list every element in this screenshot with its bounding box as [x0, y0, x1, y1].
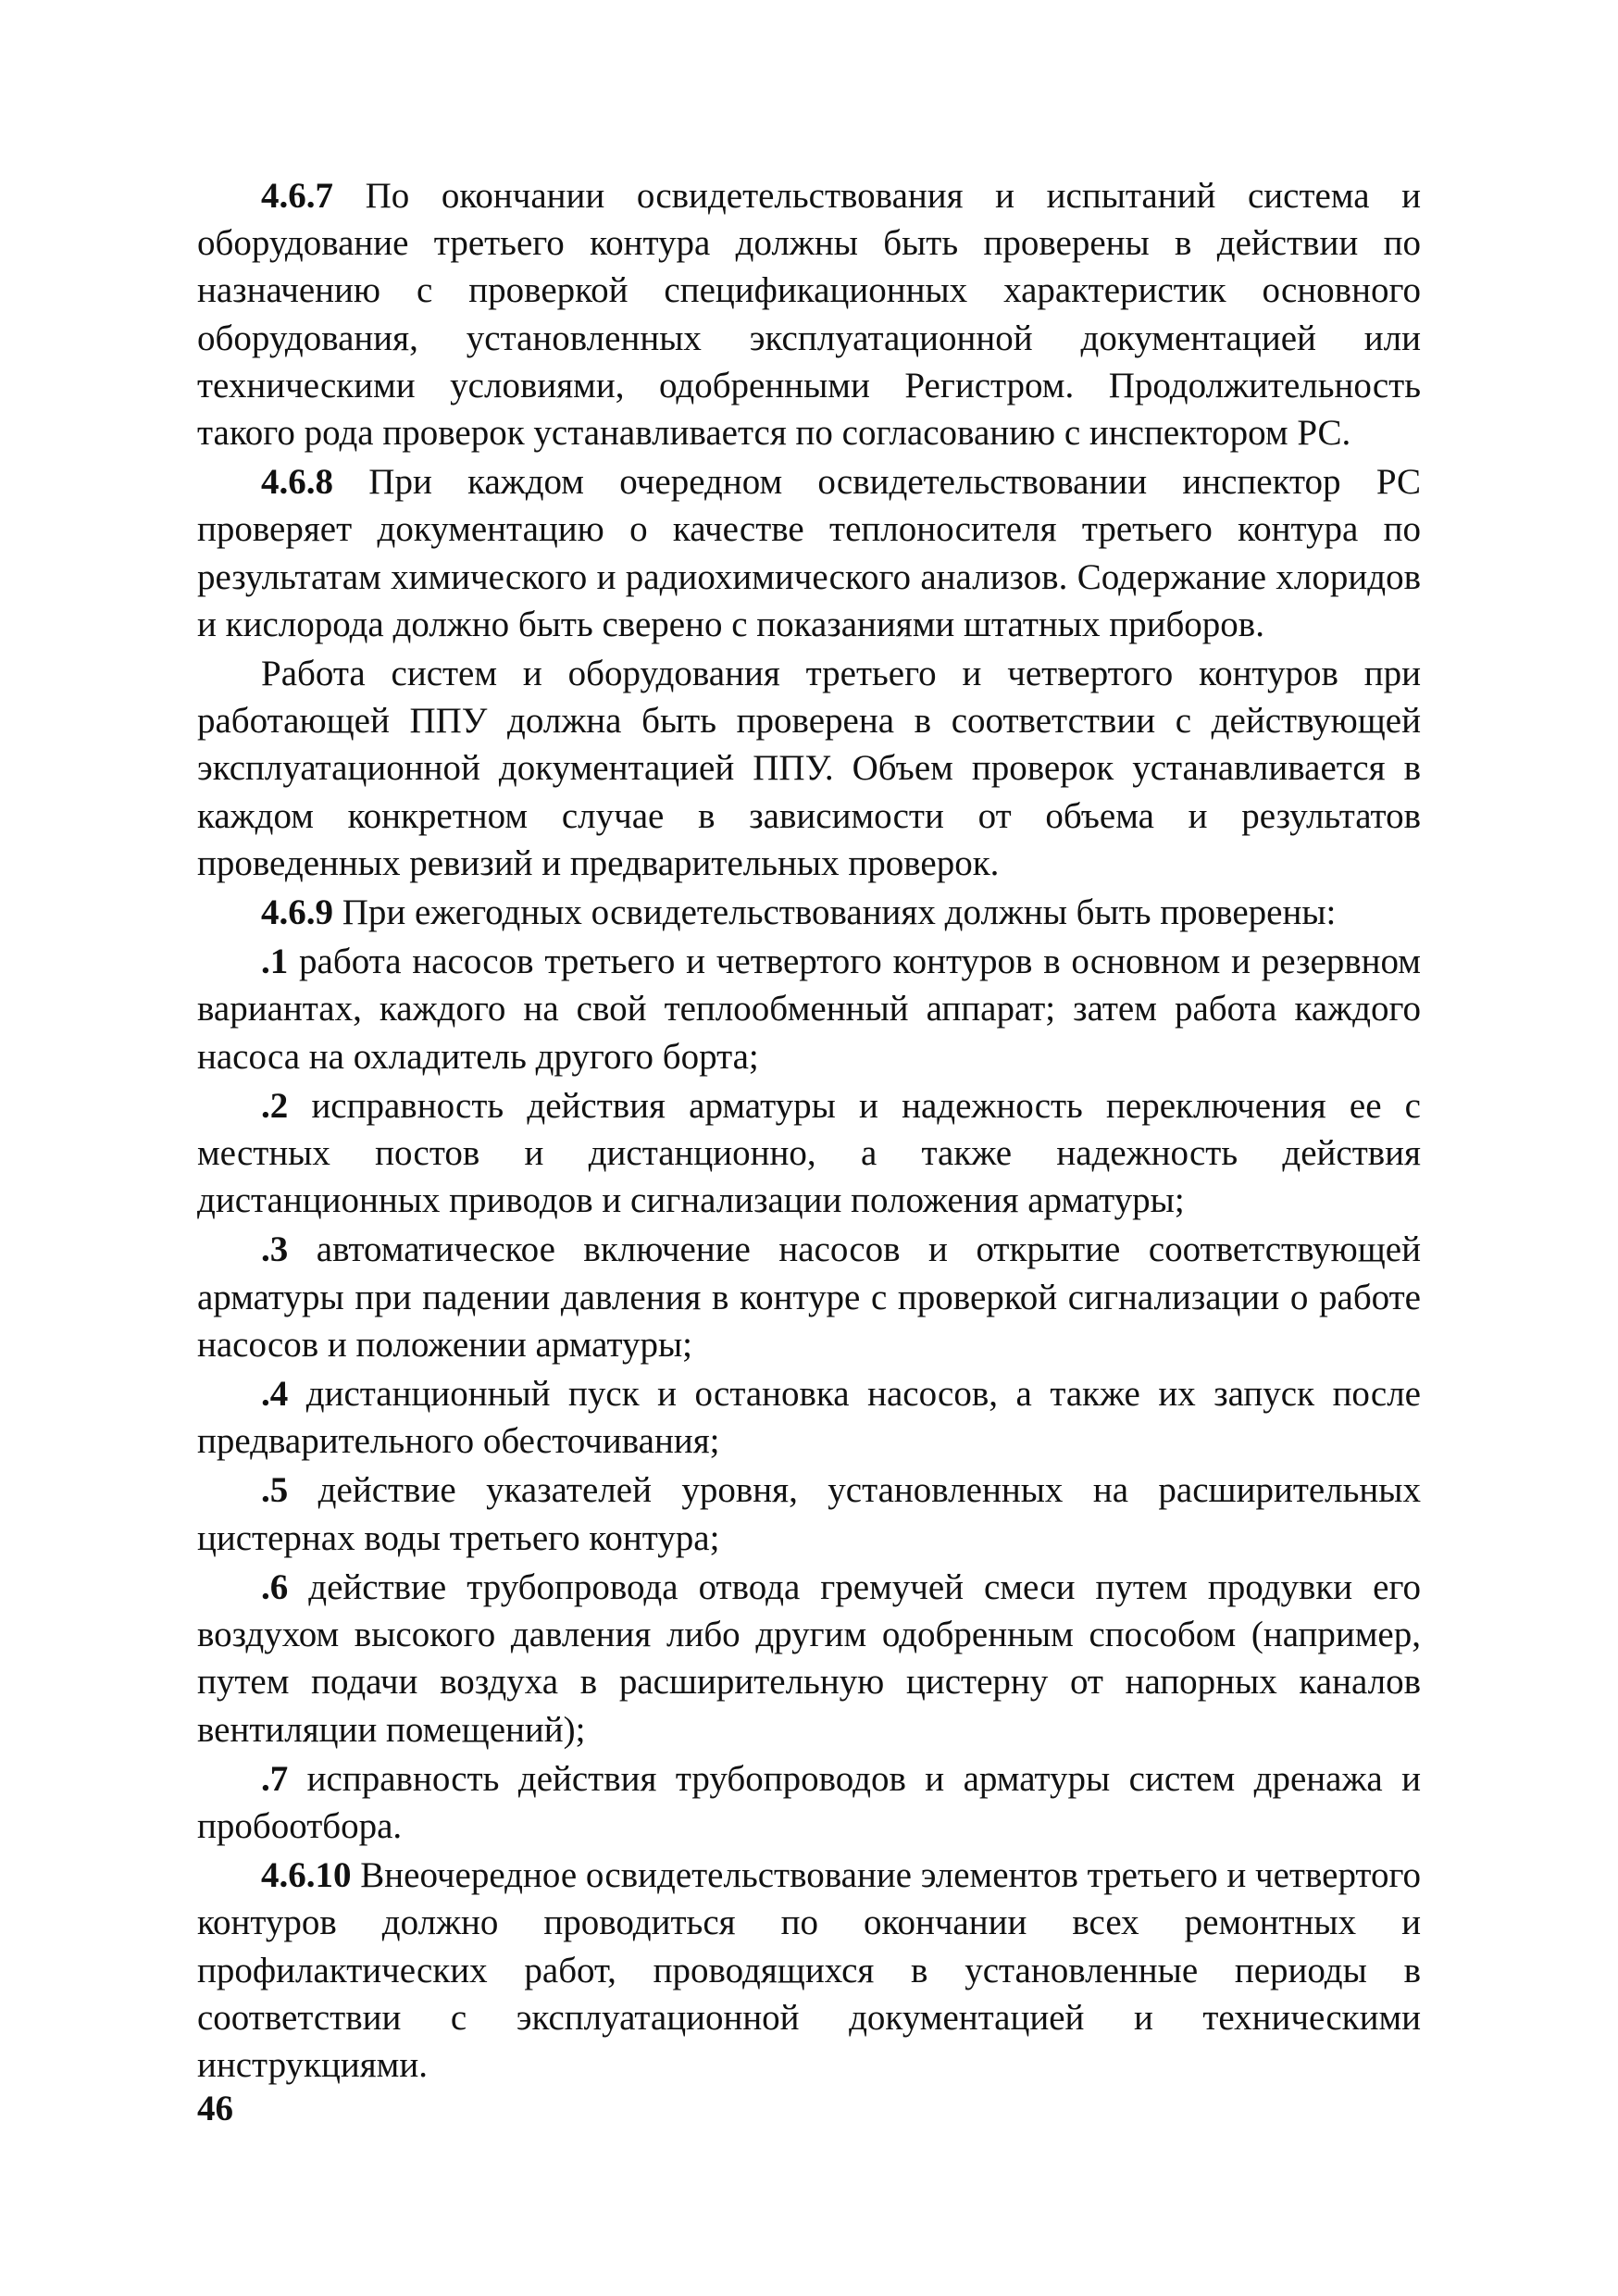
item-text: дистанционный пуск и остановка насосов, а также их запуск после предварительного обесточивания; [197, 1374, 1421, 1462]
page-number: 46 [197, 2089, 233, 2128]
list-item-1 [197, 938, 1421, 1080]
item-number: .2 [261, 1085, 289, 1126]
list-item-4 [197, 1370, 1421, 1465]
item-text: действие указателей уровня, установленных на расширительных цистернах воды третьего контура; [197, 1470, 1421, 1558]
item-text: автоматическое включение насосов и открытие соответствующей арматуры при падении давления в контуре с проверкой сигнализации о работе насосов и положении арматуры; [197, 1229, 1421, 1365]
item-number: .3 [261, 1229, 289, 1270]
paragraph-text: Внеочередное освидетельствование элементов третьего и четвертого контуров должно проводиться по окончании всех ремонтных и профилактических работ, проводящихся в установленные периоды в соответствии с эксплуатационной документацией и техническими инструкциями. [197, 1855, 1421, 2085]
paragraph-ppu-operation [197, 650, 1421, 887]
list-item-7 [197, 1755, 1421, 1850]
list-item-5 [197, 1466, 1421, 1561]
list-item-6 [197, 1564, 1421, 1753]
item-number: .5 [261, 1470, 289, 1511]
item-number: .6 [261, 1566, 289, 1607]
list-item-2 [197, 1082, 1421, 1225]
item-number: .7 [261, 1758, 289, 1799]
paragraph-4-6-9 [197, 889, 1421, 936]
paragraph-4-6-8 [197, 458, 1421, 648]
clause-number: 4.6.10 [261, 1855, 352, 1896]
list-item-3 [197, 1226, 1421, 1368]
paragraph-4-6-7 [197, 172, 1421, 456]
clause-number: 4.6.9 [261, 892, 333, 933]
item-text: исправность действия арматуры и надежность переключения ее с местных постов и дистанционно, а также надежность действия дистанционных приводов и сигнализации положения арматуры; [197, 1085, 1421, 1221]
item-text: исправность действия трубопроводов и арматуры систем дренажа и пробоотбора. [197, 1758, 1421, 1846]
document-body [197, 172, 1421, 2090]
item-text: работа насосов третьего и четвертого контуров в основном и резервном вариантах, каждого на свой теплообменный аппарат; затем работа каждого насоса на охладитель другого борта; [197, 942, 1421, 1077]
paragraph-4-6-10 [197, 1852, 1421, 2089]
paragraph-text: Работа систем и оборудования третьего и четвертого контуров при работающей ППУ должна быть проверена в соответствии с действующей эксплуатационной документацией ППУ. Объем проверок устанавливается в каждом конкретном случае в зависимости от объема и результатов проведенных ревизий и предварительных проверок. [197, 654, 1421, 883]
paragraph-text: При каждом очередном освидетельствовании инспектор РС проверяет документацию о качестве теплоносителя третьего контура по результатам химического и радиохимического анализов. Содержание хлоридов и кислорода должно быть сверено с показаниями штатных приборов. [197, 462, 1421, 644]
clause-number: 4.6.8 [261, 462, 333, 503]
paragraph-text: При ежегодных освидетельствованиях должны быть проверены: [333, 892, 1337, 933]
paragraph-text: По окончании освидетельствования и испытаний система и оборудование третьего контура должны быть проверены в действии по назначению с проверкой спецификационных характеристик основного оборудования, установленных эксплуатационной документацией или техническими условиями, одобренными Регистром. Продолжительность такого рода проверок устанавливается по согласованию с инспектором РС. [197, 176, 1421, 454]
clause-number: 4.6.7 [261, 176, 333, 216]
item-number: .1 [261, 942, 289, 982]
item-text: действие трубопровода отвода гремучей смеси путем продувки его воздухом высокого давления либо другим одобренным способом (например, путем подачи воздуха в расширительную цистерну от напорных каналов вентиляции помещений); [197, 1566, 1421, 1750]
item-number: .4 [261, 1374, 289, 1415]
